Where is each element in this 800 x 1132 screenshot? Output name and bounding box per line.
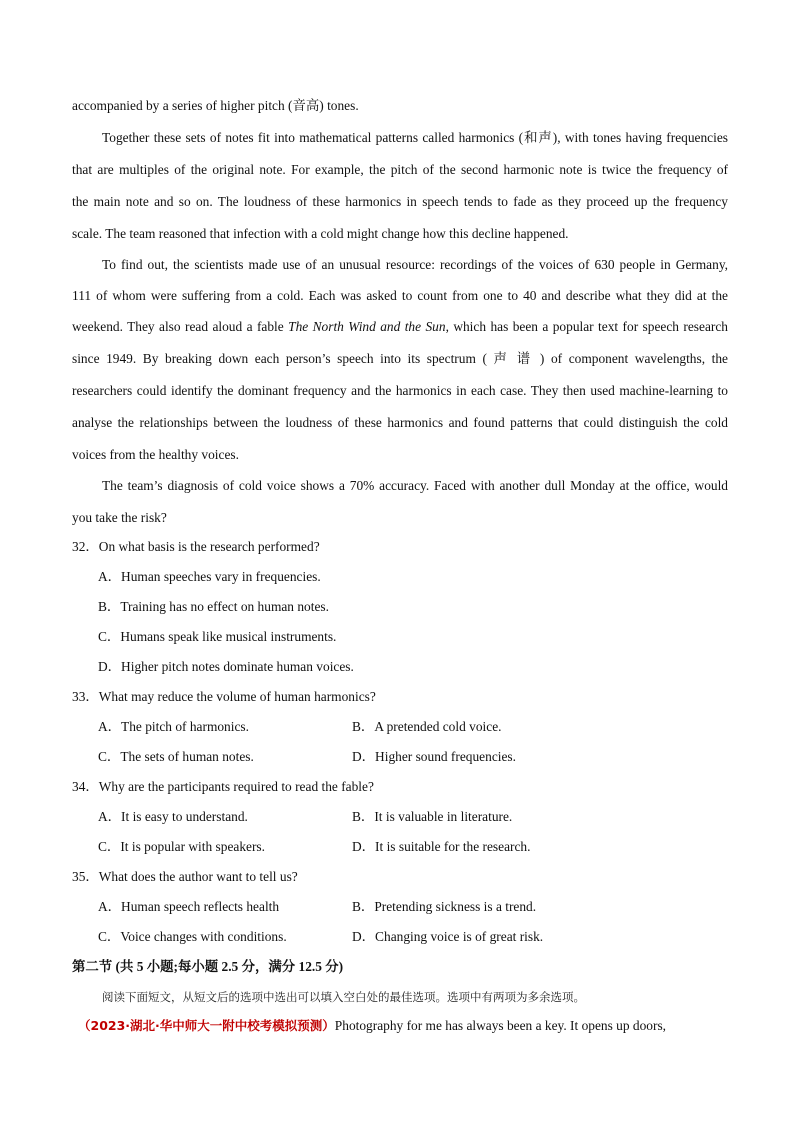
- option-a[interactable]: A．Human speech reflects health: [98, 899, 280, 914]
- option-d[interactable]: D．Higher sound frequencies.: [352, 749, 516, 764]
- passage-line: [72, 318, 728, 336]
- section-directions: 阅读下面短文，从短文后的选项中选出可以填入空白处的最佳选项。选项中有两项为多余选项。: [102, 990, 585, 1004]
- passage-line: The team’s diagnosis of cold voice shows a 70% accuracy. Faced with another dull Monday at the office, would: [102, 478, 728, 493]
- option-c[interactable]: C．Humans speak like musical instruments.: [98, 629, 337, 644]
- passage-line: you take the risk?: [72, 510, 167, 525]
- option-c[interactable]: C．Voice changes with conditions.: [98, 929, 287, 944]
- passage-text: Photography for me has always been a key. It opens up doors,: [334, 1018, 667, 1033]
- passage-line: Together these sets of notes fit into mathematical patterns called harmonics (和声), with tones having frequencies: [102, 130, 728, 145]
- question-stem: 32．On what basis is the research performed?: [72, 539, 320, 554]
- question-stem: 34．Why are the participants required to read the fable?: [72, 779, 374, 794]
- option-b[interactable]: B．It is valuable in literature.: [352, 809, 513, 824]
- passage-line: analyse the relationships between the loudness of these harmonics and found patterns that could distinguish the cold: [72, 415, 728, 430]
- passage-line: since 1949. By breaking down each person’s speech into its spectrum ( 声 谱 ) of component wavelengths, the: [72, 351, 728, 366]
- option-b[interactable]: B．Training has no effect on human notes.: [98, 599, 329, 614]
- option-d[interactable]: D．Changing voice is of great risk.: [352, 929, 544, 944]
- option-c[interactable]: C．The sets of human notes.: [98, 749, 254, 764]
- option-a[interactable]: A．The pitch of harmonics.: [98, 719, 249, 734]
- option-a[interactable]: A．It is easy to understand.: [98, 809, 248, 824]
- question-stem: 33．What may reduce the volume of human harmonics?: [72, 689, 376, 704]
- passage-line: To find out, the scientists made use of an unusual resource: recordings of the voices of 630 people in Germany,: [102, 257, 728, 272]
- source-label: （2023·湖北·华中师大一附中校考模拟预测）: [78, 1018, 335, 1033]
- option-d[interactable]: D．It is suitable for the research.: [352, 839, 531, 854]
- passage-text: , which has been a popular text for speech research: [445, 319, 728, 334]
- option-b[interactable]: B．A pretended cold voice.: [352, 719, 502, 734]
- passage-line: scale. The team reasoned that infection with a cold might change how this decline happened.: [72, 226, 569, 241]
- section-title: 第二节 (共 5 小题;每小题 2.5 分，满分 12.5 分): [72, 959, 344, 974]
- passage-line: researchers could identify the dominant frequency and the harmonics in each case. They then used machine-learning to: [72, 383, 728, 398]
- passage-first-line: [78, 1017, 728, 1035]
- passage-line: voices from the healthy voices.: [72, 447, 239, 462]
- option-a[interactable]: A．Human speeches vary in frequencies.: [98, 569, 321, 584]
- option-b[interactable]: B．Pretending sickness is a trend.: [352, 899, 537, 914]
- passage-line: that are multiples of the original note. For example, the pitch of the second harmonic note is twice the frequency of: [72, 162, 728, 177]
- passage-line: 111 of whom were suffering from a cold. Each was asked to count from one to 40 and describe what they did at the: [72, 288, 728, 303]
- question-stem: 35．What does the author want to tell us?: [72, 869, 298, 884]
- passage-line: accompanied by a series of higher pitch (音高) tones.: [72, 98, 359, 113]
- option-d[interactable]: D．Higher pitch notes dominate human voices.: [98, 659, 354, 674]
- fable-title: The North Wind and the Sun: [288, 319, 446, 334]
- passage-text: weekend. They also read aloud a fable: [72, 319, 289, 334]
- passage-line: the main note and so on. The loudness of these harmonics in speech tends to fade as they proceed up the frequency: [72, 194, 728, 209]
- option-c[interactable]: C．It is popular with speakers.: [98, 839, 265, 854]
